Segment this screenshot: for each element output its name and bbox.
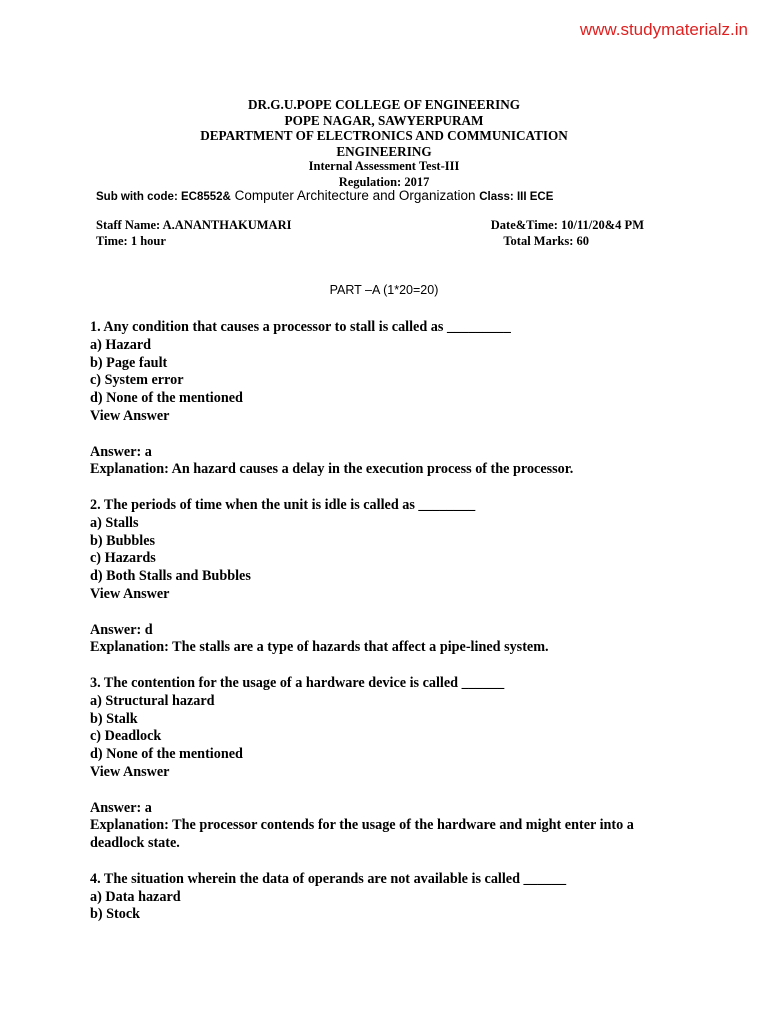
answer-option: b) Stalk [90, 710, 138, 727]
site-watermark: www.studymaterialz.in [579, 20, 748, 39]
spacer [90, 426, 690, 444]
question-block [90, 871, 690, 924]
answer-text: Answer: a [90, 443, 152, 460]
answer-option: a) Hazard [90, 336, 152, 353]
view-answer-link[interactable]: View Answer [90, 407, 170, 424]
question-text: 2. The periods of time when the unit is idle is called as ________ [90, 496, 476, 513]
answer-option: d) None of the mentioned [90, 390, 243, 407]
department-name: DEPARTMENT OF ELECTRONICS AND COMMUNICATION [200, 128, 568, 143]
explanation-text: Explanation: An hazard causes a delay in the execution process of the processor. [90, 461, 574, 478]
answer-text: Answer: d [90, 621, 153, 638]
regulation: Regulation: 2017 [338, 174, 430, 189]
subject-name: Computer Architecture and Organization [230, 188, 480, 203]
department-name-cont: ENGINEERING [336, 143, 432, 159]
answer-text: Answer: a [90, 799, 152, 816]
question-text: 4. The situation wherein the data of operands are not available is called ______ [90, 870, 567, 887]
spacer [90, 657, 690, 675]
spacer [90, 782, 690, 800]
question-text: 3. The contention for the usage of a hardware device is called ______ [90, 674, 505, 691]
answer-option: b) Stock [90, 906, 141, 923]
answer-option: d) None of the mentioned [90, 746, 243, 763]
exam-duration: Time: 1 hour [96, 234, 166, 248]
explanation-text: deadlock state. [90, 835, 180, 852]
explanation-text: Explanation: The processor contends for the usage of the hardware and might enter into a [90, 817, 634, 834]
time-row [96, 234, 656, 249]
staff-row [96, 218, 656, 233]
answer-option: c) Hazards [90, 550, 156, 567]
answer-option: c) System error [90, 372, 184, 389]
answer-option: a) Data hazard [90, 888, 181, 905]
view-answer-link[interactable]: View Answer [90, 763, 170, 780]
class-label: Class: III ECE [479, 191, 554, 203]
question-block [90, 319, 690, 479]
question-list [90, 319, 690, 924]
date-time: Date&Time: 10/11/20&4 PM [490, 218, 644, 232]
spacer [90, 853, 690, 871]
answer-option: c) Deadlock [90, 728, 162, 745]
total-marks: Total Marks: 60 [503, 234, 589, 248]
explanation-text: Explanation: The stalls are a type of hazards that affect a pipe-lined system. [90, 639, 549, 656]
part-title: PART –A (1*20=20) [329, 283, 439, 297]
staff-name: Staff Name: A.ANANTHAKUMARI [96, 218, 292, 232]
answer-option: b) Page fault [90, 354, 168, 371]
subject-code: Sub with code: EC8552& [96, 191, 231, 203]
question-block [90, 497, 690, 657]
spacer [90, 604, 690, 622]
answer-option: a) Stalls [90, 514, 139, 531]
answer-option: d) Both Stalls and Bubbles [90, 568, 251, 585]
question-text: 1. Any condition that causes a processor to stall is called as _________ [90, 319, 511, 335]
view-answer-link[interactable]: View Answer [90, 585, 170, 602]
college-address: POPE NAGAR, SAWYERPURAM [284, 112, 484, 128]
exam-header [0, 97, 768, 190]
question-block [90, 675, 690, 853]
subject-line [96, 188, 553, 204]
spacer [90, 479, 690, 497]
answer-option: a) Structural hazard [90, 692, 215, 709]
answer-option: b) Bubbles [90, 532, 156, 549]
test-title: Internal Assessment Test-III [308, 159, 460, 173]
college-name: DR.G.U.POPE COLLEGE OF ENGINEERING [247, 97, 521, 112]
